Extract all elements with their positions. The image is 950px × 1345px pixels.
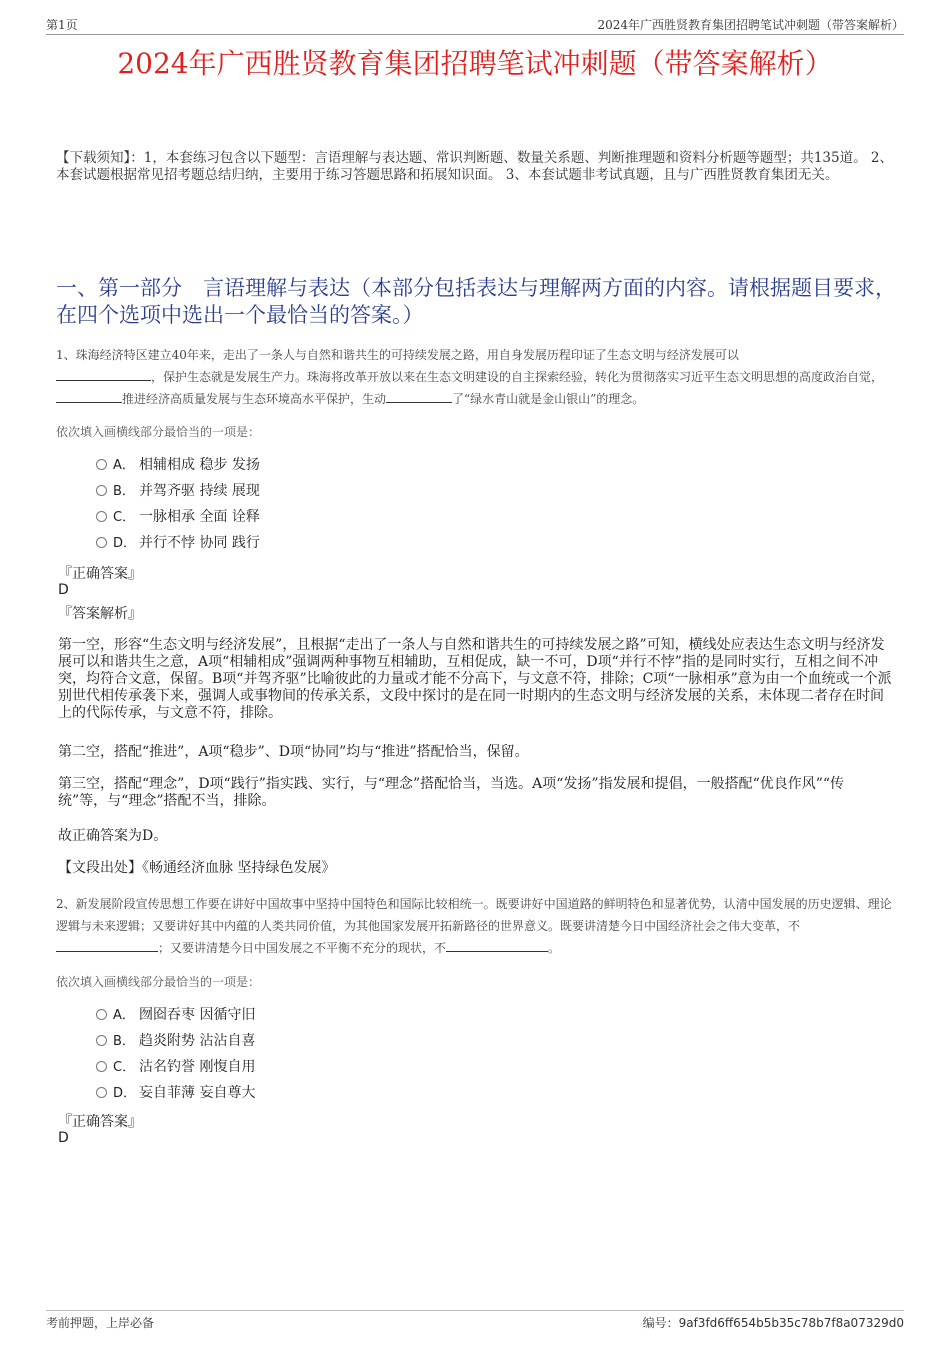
analysis-paragraph-1: 第一空，形容“生态文明与经济发展”，且根据“走出了一条人与自然和谐共生的可持续发展之路”可知，横线处应表达生态文明与经济发展可以和谐共生之意，A项“相辅相成”强调两种事物互相辅助，互相促成，缺一不可，D项“并行不悖”指的是同时实行，互相之间不冲突，均符合文意，保留。B项“并驾齐驱”比喻彼此的力量或才能不分高下，与文意不符，排除；C项“一脉相承”意为由一个血统或一个派别世代相传承袭下来，强调人或事物间的传承关系，文段中探讨的是在同一时期内的生态文明与经济发展的关系，未体现二者存在时间上的代际传承，与文意不符，排除。 [58, 637, 892, 721]
question-1-instruction: 依次填入画横线部分最恰当的一项是： [56, 425, 261, 439]
header-doc-title: 2024年广西胜贤教育集团招聘笔试冲刺题（带答案解析） [597, 18, 904, 32]
option-a[interactable]: A． 囫囵吞枣 因循守旧 [96, 1002, 255, 1028]
option-c[interactable]: C． 一脉相承 全面 诠释 [96, 504, 260, 530]
radio-icon[interactable] [96, 459, 107, 470]
answer-label: 『正确答案』 [58, 566, 142, 582]
footer-code: 编号：9af3fd6ff654b5b35c78b7f8a07329d0 [642, 1316, 904, 1330]
answer-label: 『正确答案』 [58, 1114, 142, 1130]
section-title: 一、第一部分 言语理解与表达（本部分包括表达与理解两方面的内容。请根据题目要求，在四个选项中选出一个最恰当的答案。） [56, 276, 896, 327]
page-header [46, 16, 904, 35]
blank-1 [56, 937, 158, 952]
radio-icon[interactable] [96, 485, 107, 496]
download-notice: 【下载须知】：1，本套练习包含以下题型：言语理解与表达题、常识判断题、数量关系题、判断推理题和资料分析题等题型；共135道。 2、本套试题根据常见招考题总结归纳，主要用于练习答题思路和拓展知识面。 3、本套试题非考试真题，且与广西胜贤教育集团无关。 [56, 150, 893, 183]
answer-value: D [58, 1130, 69, 1146]
option-b[interactable]: B． 趋炎附势 沾沾自喜 [96, 1028, 255, 1054]
radio-icon[interactable] [96, 1087, 107, 1098]
question-1-options [96, 452, 260, 556]
option-d[interactable]: D． 妄自菲薄 妄自尊大 [96, 1080, 255, 1106]
radio-icon[interactable] [96, 1009, 107, 1020]
footer-slogan: 考前押题，上岸必备 [46, 1316, 155, 1330]
question-2-options [96, 1002, 255, 1106]
question-1-stem: 1、珠海经济特区建立40年来，走出了一条人与自然和谐共生的可持续发展之路，用自身发展历程印证了生态文明与经济发展可以 ，保护生态就是发展生产力。珠海将改革开放以来在生态文明建设的自主探索经验，转化为贯彻落实习近平生态文明思想的高度政治自觉，推进经济高质量发展与生态环境高水平保护，生动 了“绿水青山就是金山银山”的理念。 [56, 348, 884, 406]
question-2-instruction: 依次填入画横线部分最恰当的一项是： [56, 975, 261, 989]
blank-3 [386, 388, 452, 403]
analysis-paragraph-3: 第三空，搭配“理念”，D项“践行”指实践、实行，与“理念”搭配恰当，当选。A项“发扬”指发展和提倡，一般搭配“优良作风”“传统”等，与“理念”搭配不当，排除。 [58, 776, 845, 809]
radio-icon[interactable] [96, 537, 107, 548]
blank-1 [56, 366, 151, 381]
page-footer [46, 1310, 904, 1331]
analysis-paragraph-2: 第二空，搭配“推进”，A项“稳步”、D项“协同”均与“推进”搭配恰当，保留。 [58, 744, 529, 760]
question-2-stem: 2、新发展阶段宣传思想工作要在讲好中国故事中坚持中国特色和国际比较相统一。既要讲好中国道路的鲜明特色和显著优势，认清中国发展的历史逻辑、理论逻辑与未来逻辑；又要讲好其中内蕴的人类共同价值，为其他国家发展开拓新路径的世界意义。既要讲清楚今日中国经济社会之伟大变革，不；又要讲清楚今日中国发展之不平衡不充分的现状，不 。 [56, 897, 892, 955]
answer-value: D [58, 582, 69, 598]
option-b[interactable]: B． 并驾齐驱 持续 展现 [96, 478, 260, 504]
option-a[interactable]: A． 相辅相成 稳步 发扬 [96, 452, 260, 478]
option-d[interactable]: D． 并行不悖 协同 践行 [96, 530, 260, 556]
option-c[interactable]: C． 沽名钓誉 刚愎自用 [96, 1054, 255, 1080]
page-number: 第1页 [46, 18, 78, 32]
blank-2 [56, 388, 122, 403]
analysis-label: 『答案解析』 [58, 606, 142, 622]
text-source: 【文段出处】《畅通经济血脉 坚持绿色发展》 [58, 860, 336, 876]
radio-icon[interactable] [96, 511, 107, 522]
document-title: 2024年广西胜贤教育集团招聘笔试冲刺题（带答案解析） [117, 47, 833, 80]
blank-2 [446, 937, 548, 952]
radio-icon[interactable] [96, 1035, 107, 1046]
analysis-conclusion: 故正确答案为D。 [58, 828, 168, 844]
radio-icon[interactable] [96, 1061, 107, 1072]
